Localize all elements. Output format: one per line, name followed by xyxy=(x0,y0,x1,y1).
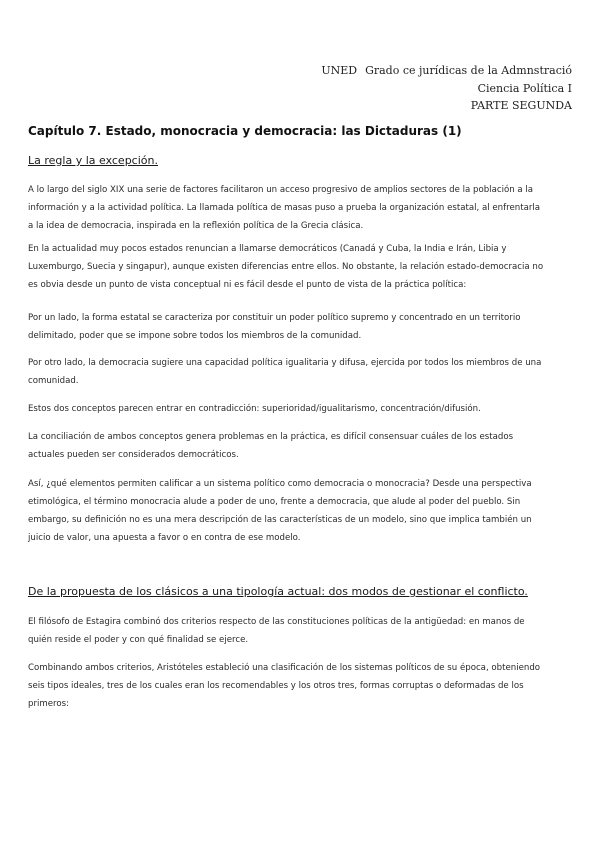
header-line-institution xyxy=(321,62,572,80)
paragraph: En la actualidad muy pocos estados renuncian a llamarse democráticos (Canadá y Cuba, la India e Irán, Libia y Luxemburgo, Suecia y singapur), aunque existen diferencias entre ellos. No obstante, la relación estado-democracia no es obvia desde un punto de vista conceptual ni es fácil desde el punto de vista de la práctica política: xyxy=(28,244,544,290)
paragraph: Combinando ambos criterios, Aristóteles estableció una clasificación de los sistemas políticos de su época, obteniendo seis tipos ideales, tres de los cuales eran los recomendables y los otros tres, formas corruptas o deformadas de los primeros: xyxy=(28,663,541,709)
section-heading-rule-exception: La regla y la excepción. xyxy=(28,154,158,167)
section-heading-typology: De la propuesta de los clásicos a una tipología actual: dos modos de gestionar el conflicto. xyxy=(28,585,528,598)
paragraph: Estos dos conceptos parecen entrar en contradicción: superioridad/igualitarismo, concentración/difusión. xyxy=(28,404,481,414)
header-degree: Grado ce jurídicas de la Admnstració xyxy=(365,64,572,77)
paragraph: La conciliación de ambos conceptos genera problemas en la práctica, es difícil consensuar cuáles de los estados actuales pueden ser considerados democráticos. xyxy=(28,432,514,460)
paragraph: A lo largo del siglo XIX una serie de factores facilitaron un acceso progresivo de amplios sectores de la población a la información y a la actividad política. La llamada política de masas puso a prueba la organización estatal, al enfrentarla a la idea de democracia, inspirada en la reflexión política de la Grecia clásica. xyxy=(28,185,541,231)
header-institution: UNED xyxy=(321,64,358,77)
paragraph: Así, ¿qué elementos permiten calificar a un sistema político como democracia o monocracia? Desde una perspectiva etimológica, el término monocracia alude a poder de uno, frente a democracia, que alude al poder del pueblo. Sin embargo, su definición no es una mera descripción de las características de un modelo, sino que implica también un juicio de valor, una apuesta a favor o en contra de ese modelo. xyxy=(28,479,532,543)
document-header xyxy=(321,62,572,115)
paragraph: Por otro lado, la democracia sugiere una capacidad política igualitaria y difusa, ejercida por todos los miembros de una comunidad. xyxy=(28,358,542,386)
paragraph: El filósofo de Estagira combinó dos criterios respecto de las constituciones políticas de la antigüedad: en manos de quién reside el poder y con qué finalidad se ejerce. xyxy=(28,617,525,645)
chapter-title: Capítulo 7. Estado, monocracia y democracia: las Dictaduras (1) xyxy=(28,124,462,138)
header-subject: Ciencia Política I xyxy=(477,81,572,95)
header-part: PARTE SEGUNDA xyxy=(470,99,572,112)
paragraph: Por un lado, la forma estatal se caracteriza por constituir un poder político supremo y concentrado en un territorio delimitado, poder que se impone sobre todos los miembros de la comunidad. xyxy=(28,313,521,341)
